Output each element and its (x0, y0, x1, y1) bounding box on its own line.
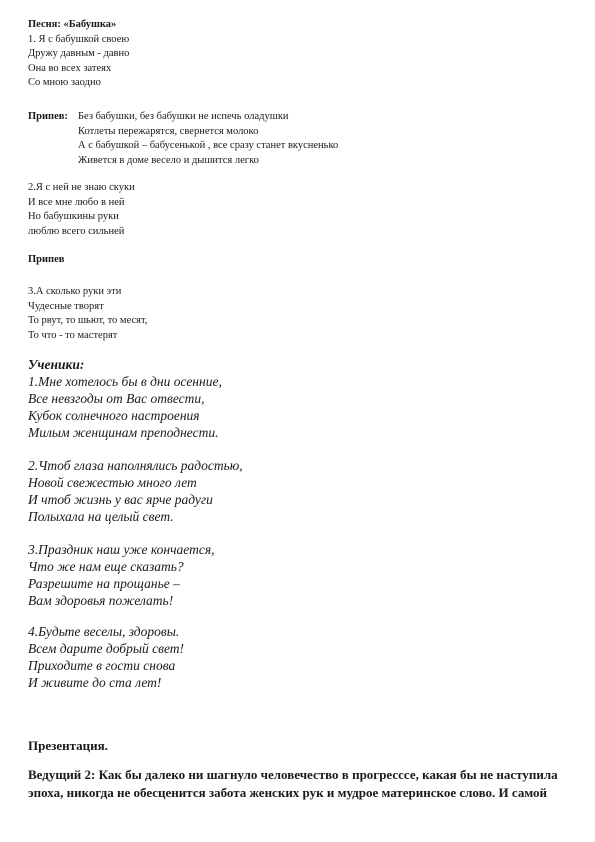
verse-line: 3.А сколько руки эти (28, 286, 122, 297)
poem-line: Всем дарите добрый свет! (28, 641, 185, 656)
chorus-line: Без бабушки, без бабушки не испечь оладушки (78, 111, 289, 122)
poem-line: И живите до ста лет! (28, 675, 162, 690)
poem-line: Приходите в гости снова (28, 658, 176, 673)
poem-stanza-2 (28, 457, 243, 525)
poem-stanza-1 (28, 373, 222, 441)
chorus-label: Припев: (28, 111, 68, 122)
chorus-label: Припев (28, 254, 65, 265)
verse-line: И все мне любо в ней (28, 196, 125, 208)
poem-line: Все невзгоды от Вас отвести, (28, 391, 205, 406)
verse-line: Дружу давным - давно (28, 48, 130, 59)
poem-line: 2.Чтоб глаза наполнялись радостью, (28, 458, 243, 473)
poem-line: Кубок солнечного настроения (28, 408, 200, 423)
verse-line: 1. Я с бабушкой своею (28, 33, 130, 45)
chorus-line: А с бабушкой – бабусенькой , все сразу станет вкусненько (78, 140, 339, 151)
song-verse-1 (28, 18, 129, 91)
verse-line: То что - то мастерят (28, 329, 118, 341)
chorus-line: Котлеты пережарятся, свернется молоко (78, 125, 259, 137)
verse-line: люблю всего сильней (28, 225, 125, 237)
poem-line: Вам здоровья пожелать! (28, 593, 174, 608)
host-line: Ведущий 2: Как бы далеко ни шагнуло человечество в прогресссе, какая бы не наступила (28, 767, 558, 782)
poem-line: Милым женщинам преподнести. (28, 425, 219, 440)
presentation-heading: Презентация. (28, 738, 108, 753)
song-verse-2 (28, 181, 135, 239)
chorus-line: Живется в доме весело и дышится легко (78, 154, 259, 166)
poem-line: 4.Будьте веселы, здоровы. (28, 624, 180, 639)
poem-line: И чтоб жизнь у вас ярче радуги (28, 492, 213, 507)
poem-line: 3.Праздник наш уже кончается, (28, 542, 215, 557)
verse-line: Чудесные творят (28, 300, 104, 312)
verse-line: Со мною заодно (28, 77, 101, 88)
host-line: эпоха, никогда не обесценится забота женских рук и мудрое материнское слово. И самой (28, 785, 548, 800)
verse-line: Она во всех затеях (28, 62, 112, 74)
song-chorus-2 (28, 253, 64, 268)
poem-stanza-4 (28, 623, 184, 691)
verse-line: 2.Я с ней не знаю скуки (28, 182, 135, 193)
poem-line: Новой свежестью много лет (28, 475, 197, 490)
verse-line: Но бабушкины руки (28, 211, 119, 222)
song-verse-3 (28, 285, 147, 343)
poem-line: 1.Мне хотелось бы в дни осенние, (28, 374, 222, 389)
host-paragraph (28, 766, 568, 802)
poem-line: Что же нам еще сказать? (28, 559, 184, 574)
song-title: Песня: «Бабушка» (28, 19, 117, 30)
poem-line: Разрешите на прощанье – (28, 576, 180, 591)
pupils-title: Ученики: (28, 357, 85, 372)
poem-stanza-3 (28, 541, 215, 609)
verse-line: То рвут, то шьют, то месят, (28, 315, 148, 326)
poem-line: Полыхала на целый свет. (28, 509, 174, 524)
